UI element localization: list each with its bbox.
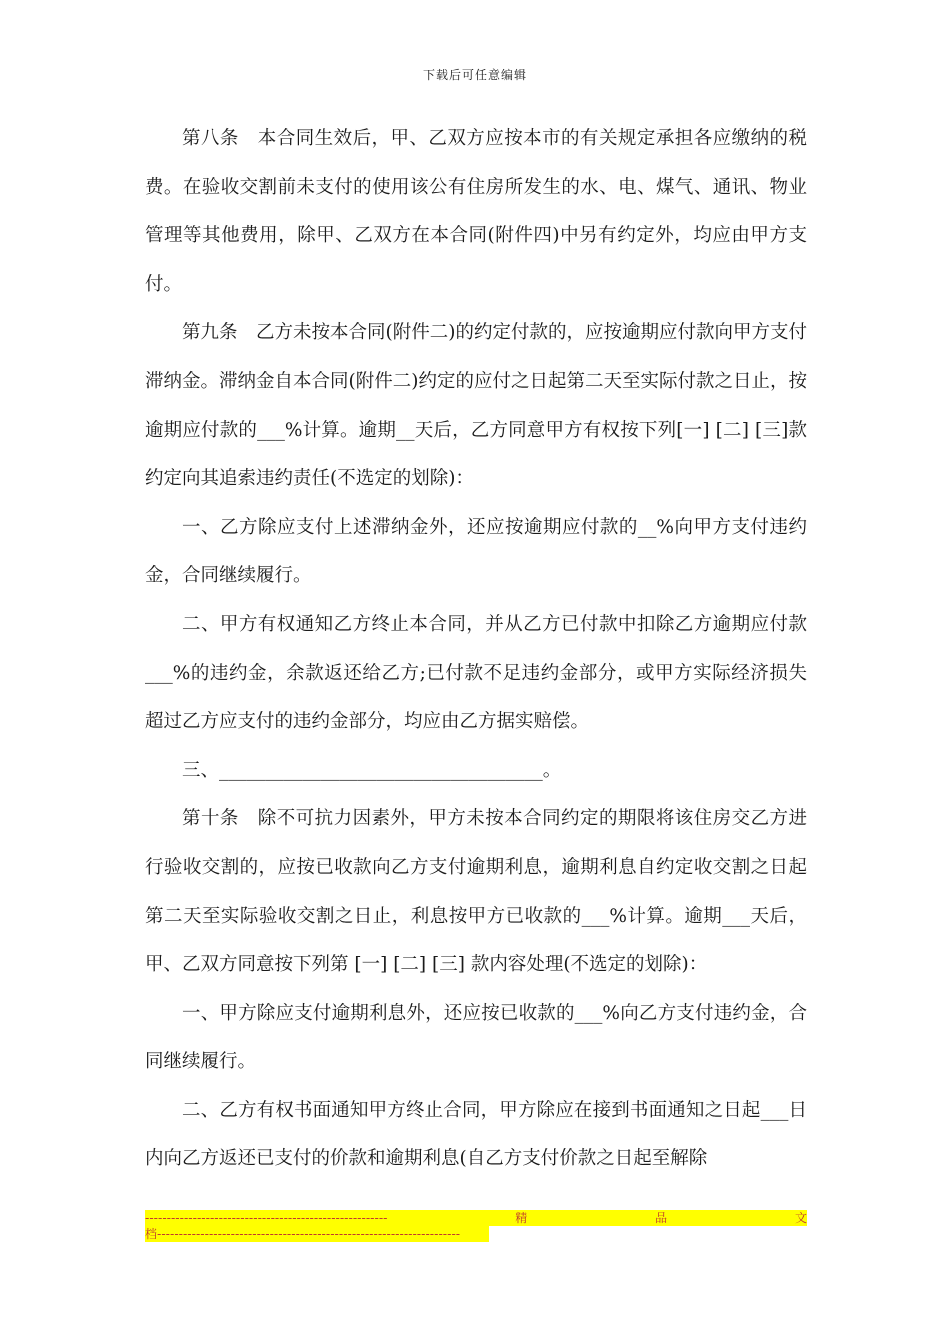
footer-dashes: -------------------------------------------------------- — [145, 1211, 388, 1225]
footer-line-2: 档---------------------------------------------------------------------- — [145, 1226, 489, 1242]
article-9-item-2: 二、甲方有权通知乙方终止本合同，并从乙方已付款中扣除乙方逾期应付款___%的违约金，余款返还给乙方;已付款不足违约金部分，或甲方实际经济损失超过乙方应支付的违约金部分，均应由乙方据实赔偿。 — [145, 613, 807, 733]
article-10: 第十条 除不可抗力因素外，甲方未按本合同约定的期限将该住房交乙方进行验收交割的，应按已收款向乙方支付逾期利息，逾期利息自约定收交割之日起第二天至实际验收交割之日止，利息按甲方已收款的___%计算。逾期___天后，甲、乙双方同意按下列第 [一] [二] [三] 款内容处理(不选定的划除)： — [145, 808, 807, 976]
article-10-item-1: 一、甲方除应支付逾期利息外，还应按已收款的___%向乙方支付违约金，合同继续履行。 — [145, 1002, 807, 1073]
article-10-item-2: 二、乙方有权书面通知甲方终止合同，甲方除应在接到书面通知之日起___日内向乙方返还已支付的价款和逾期利息(自乙方支付价款之日起至解除 — [145, 1099, 807, 1170]
footer-line-1 — [145, 1210, 807, 1226]
footer-word-2: 品 — [655, 1211, 668, 1225]
article-8: 第八条 本合同生效后，甲、乙双方应按本市的有关规定承担各应缴纳的税费。在验收交割前未支付的使用该公有住房所发生的水、电、煤气、通讯、物业管理等其他费用，除甲、乙双方在本合同(附件四)中另有约定外，均应由甲方支付。 — [145, 128, 807, 295]
document-body — [145, 115, 807, 1184]
article-9: 第九条 乙方未按本合同(附件二)的约定付款的，应按逾期应付款向甲方支付滞纳金。滞纳金自本合同(附件二)约定的应付之日起第二天至实际付款之日止，按逾期应付款的___%计算。逾期__天后，乙方同意甲方有权按下列[一] [二] [三]款约定向其追索违约责任(不选定的划除)： — [145, 322, 807, 490]
article-9-item-3: 三、___________________________________。 — [182, 759, 562, 781]
page-header: 下载后可任意编辑 — [422, 68, 527, 82]
footer-word-1: 精 — [515, 1211, 528, 1225]
footer-word-3: 文 — [794, 1211, 807, 1225]
page-footer-watermark — [145, 1210, 807, 1246]
article-9-item-1: 一、乙方除应支付上述滞纳金外，还应按逾期应付款的__%向甲方支付违约金，合同继续履行。 — [145, 516, 807, 587]
